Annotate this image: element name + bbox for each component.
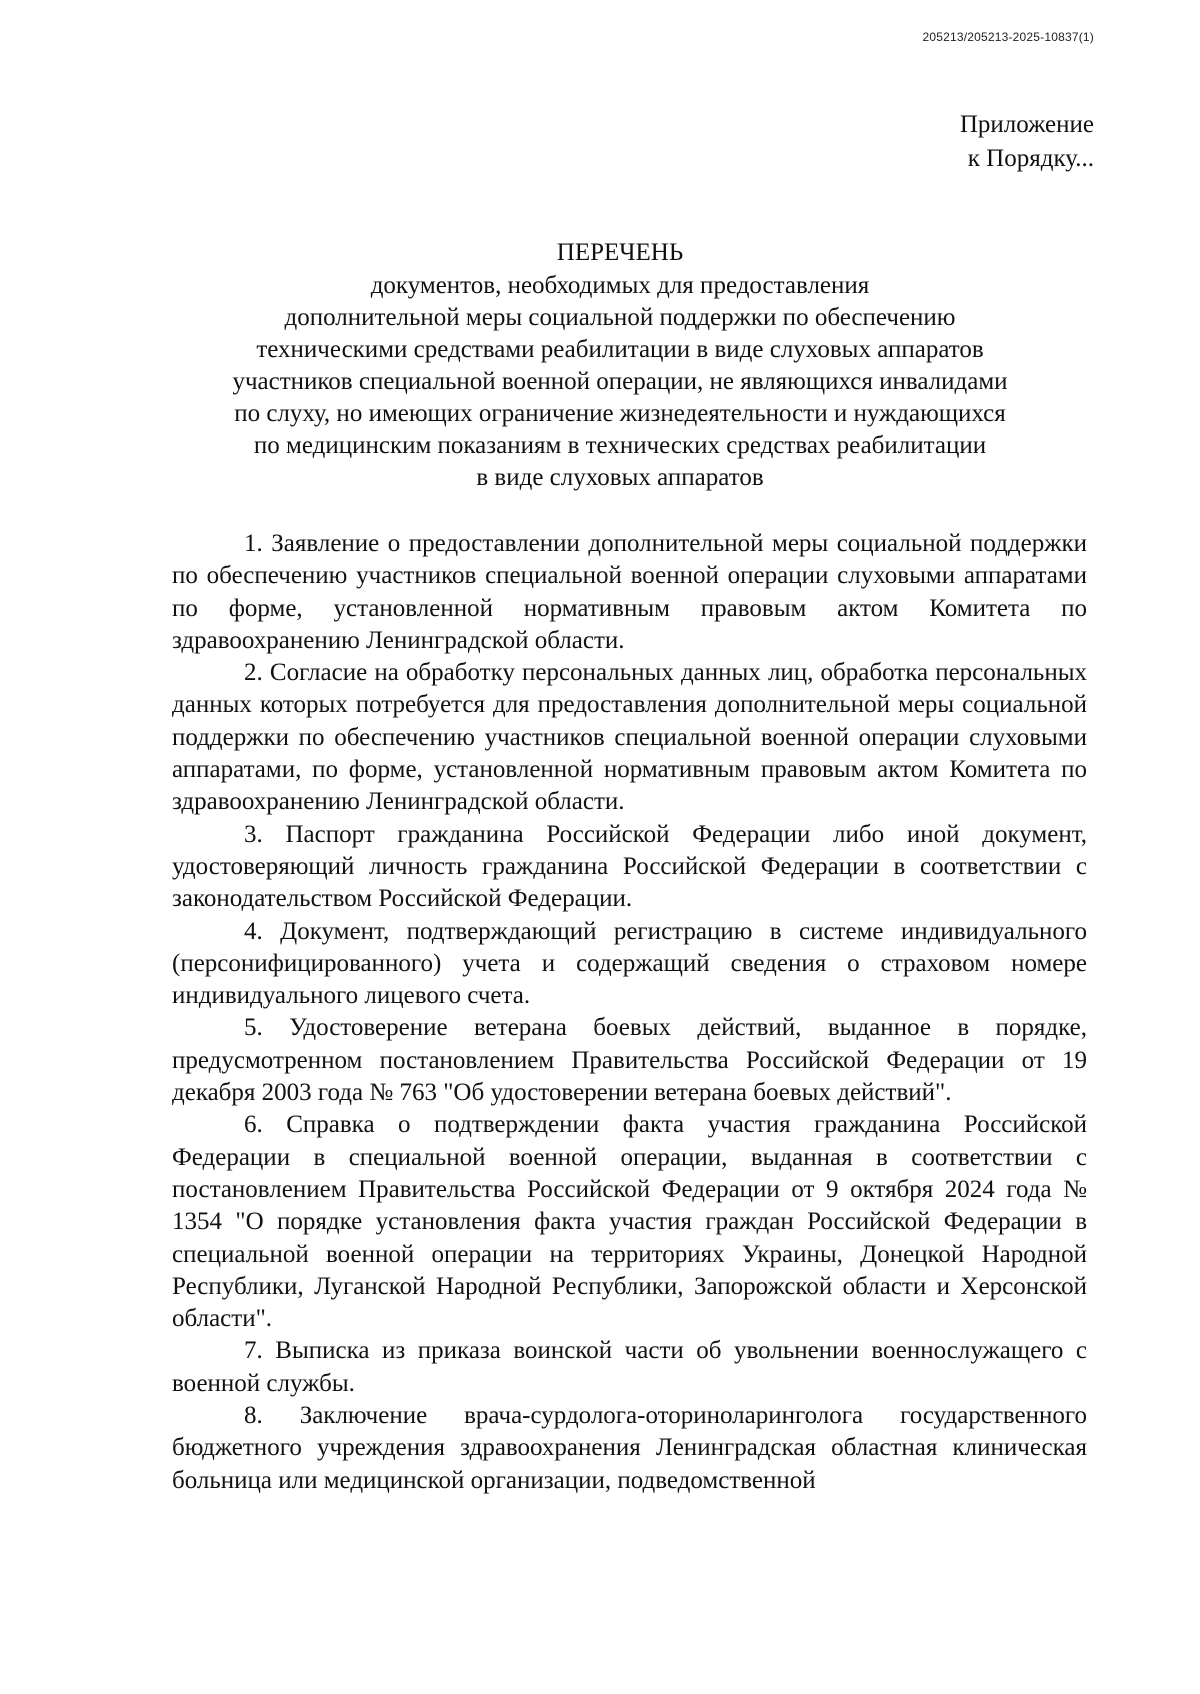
heading-line: дополнительной меры социальной поддержки по обеспечению <box>284 304 956 331</box>
item-number: 6. <box>244 1111 263 1139</box>
item-number: 8. <box>244 1402 263 1430</box>
appendix-line-1: Приложение <box>959 111 1094 138</box>
list-item <box>172 916 1087 1013</box>
list-item <box>172 1109 1087 1335</box>
item-number: 2. <box>244 659 263 687</box>
list-item <box>172 528 1087 657</box>
list-item <box>172 1012 1087 1109</box>
item-number: 7. <box>244 1337 263 1365</box>
item-number: 1. <box>244 530 263 557</box>
item-text: Заявление о предоставлении дополнительной меры социальной поддержки по обеспечению участников специальной военной операции слуховыми аппаратами по форме, установленной нормативным правовым актом Комитета по здравоохранению Ленинградской области. <box>172 530 1087 654</box>
document-heading <box>160 236 1080 494</box>
heading-line: в виде слуховых аппаратов <box>476 464 764 491</box>
heading-line: по медицинским показаниям в технических средствах реабилитации <box>253 432 987 459</box>
heading-line: участников специальной военной операции, не являющихся инвалидами <box>232 368 1008 395</box>
appendix-note <box>960 108 1094 176</box>
item-number: 3. <box>244 820 263 848</box>
item-text: Заключение врача-сурдолога-оториноларинголога государственного бюджетного учреждения здравоохранения Ленинградская областная клиническая больница или медицинской организации, подведомственной <box>172 1402 1087 1494</box>
appendix-line-2: к Порядку... <box>967 145 1094 172</box>
heading-line: техническими средствами реабилитации в виде слуховых аппаратов <box>256 336 984 363</box>
list-item <box>172 1335 1087 1400</box>
heading-line: документов, необходимых для предоставления <box>370 272 870 299</box>
item-number: 4. <box>244 917 263 945</box>
document-id: 205213/205213-2025-10837(1) <box>922 30 1094 44</box>
item-text: Согласие на обработку персональных данных лиц, обработка персональных данных которых потребуется для предоставления дополнительной меры социальной поддержки по обеспечению участников специальной военной операции слуховыми аппаратами, по форме, установленной нормативным правовым актом Комитета по здравоохранению Ленинградской области. <box>172 659 1088 816</box>
list-item <box>172 657 1087 818</box>
item-number: 5. <box>244 1014 263 1042</box>
heading-line: по слуху, но имеющих ограничение жизнедеятельности и нуждающихся <box>234 400 1006 427</box>
item-text: Паспорт гражданина Российской Федерации либо иной документ, удостоверяющий личность гражданина Российской Федерации в соответствии с законодательством Российской Федерации. <box>172 820 1087 913</box>
document-title: ПЕРЕЧЕНЬ <box>556 239 684 266</box>
item-text: Справка о подтверждении факта участия гражданина Российской Федерации в специальной военной операции, выданная в соответствии с постановлением Правительства Российской Федерации от 9 октября 2024 года № 1354 "О порядке установления факта участия граждан Российской Федерации в специальной военной операции на территориях Украины, Донецкой Народной Республики, Луганской Народной Республики, Запорожской области и Херсонской области". <box>172 1111 1087 1333</box>
item-text: Документ, подтверждающий регистрацию в системе индивидуального (персонифицированного) учета и содержащий сведения о страховом номере индивидуального лицевого счета. <box>172 917 1087 1010</box>
list-item <box>172 819 1087 916</box>
item-text: Выписка из приказа воинской части об увольнении военнослужащего с военной службы. <box>172 1337 1087 1397</box>
document-list <box>172 528 1087 1497</box>
item-text: Удостоверение ветерана боевых действий, выданное в порядке, предусмотренном постановлением Правительства Российской Федерации от 19 декабря 2003 года № 763 "Об удостоверении ветерана боевых действий". <box>172 1014 1088 1107</box>
list-item <box>172 1400 1087 1497</box>
